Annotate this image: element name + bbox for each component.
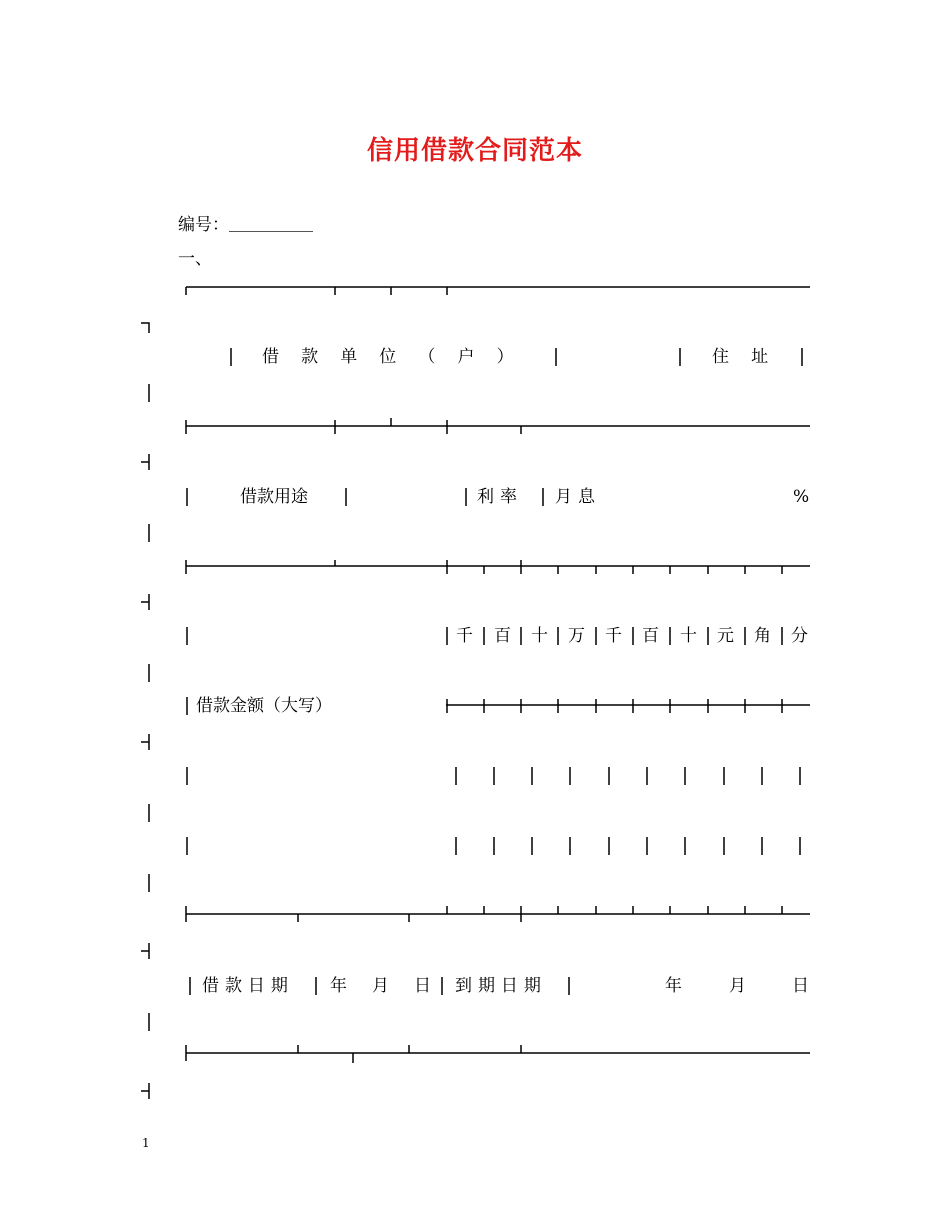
rate-label: 利率 xyxy=(477,487,523,507)
due-date-label: 到期日期 xyxy=(455,976,547,996)
digit-header-cell: 百 xyxy=(642,626,659,646)
digit-header-cell: 千 xyxy=(605,626,622,646)
digit-header-cell: 十 xyxy=(680,626,697,646)
amount-label: 借款金额（大写） xyxy=(196,696,332,716)
document-title: 信用借款合同范本 xyxy=(366,136,583,166)
due-day-label: 日 xyxy=(792,976,809,996)
address-label: 住址 xyxy=(712,347,791,367)
percent-sign: % xyxy=(793,487,810,507)
due-year-label: 年 xyxy=(665,976,682,996)
number-line xyxy=(178,210,313,235)
digit-header-cell: 十 xyxy=(531,626,548,646)
number-blank[interactable] xyxy=(229,217,313,232)
digit-header-cell: 千 xyxy=(456,626,473,646)
due-month-label: 月 xyxy=(729,976,746,996)
loan-year-label: 年 xyxy=(330,976,347,996)
loan-day-label: 日 xyxy=(414,976,431,996)
purpose-label: 借款用途 xyxy=(240,487,308,507)
page-number: 1 xyxy=(142,1136,150,1150)
section-heading: 一、 xyxy=(178,249,212,269)
loan-date-label: 借款日期 xyxy=(202,976,294,996)
digit-header-cell: 元 xyxy=(717,626,734,646)
loan-month-label: 月 xyxy=(372,976,389,996)
digit-header-cell: 万 xyxy=(568,626,585,646)
number-label: 编号： xyxy=(178,215,229,235)
digit-header-cell: 角 xyxy=(754,626,771,646)
borrower-label: 借款单位（户） xyxy=(262,347,536,367)
digit-header-cell: 百 xyxy=(494,626,511,646)
monthly-interest-label: 月息 xyxy=(555,487,601,507)
digit-header-cell: 分 xyxy=(791,626,808,646)
